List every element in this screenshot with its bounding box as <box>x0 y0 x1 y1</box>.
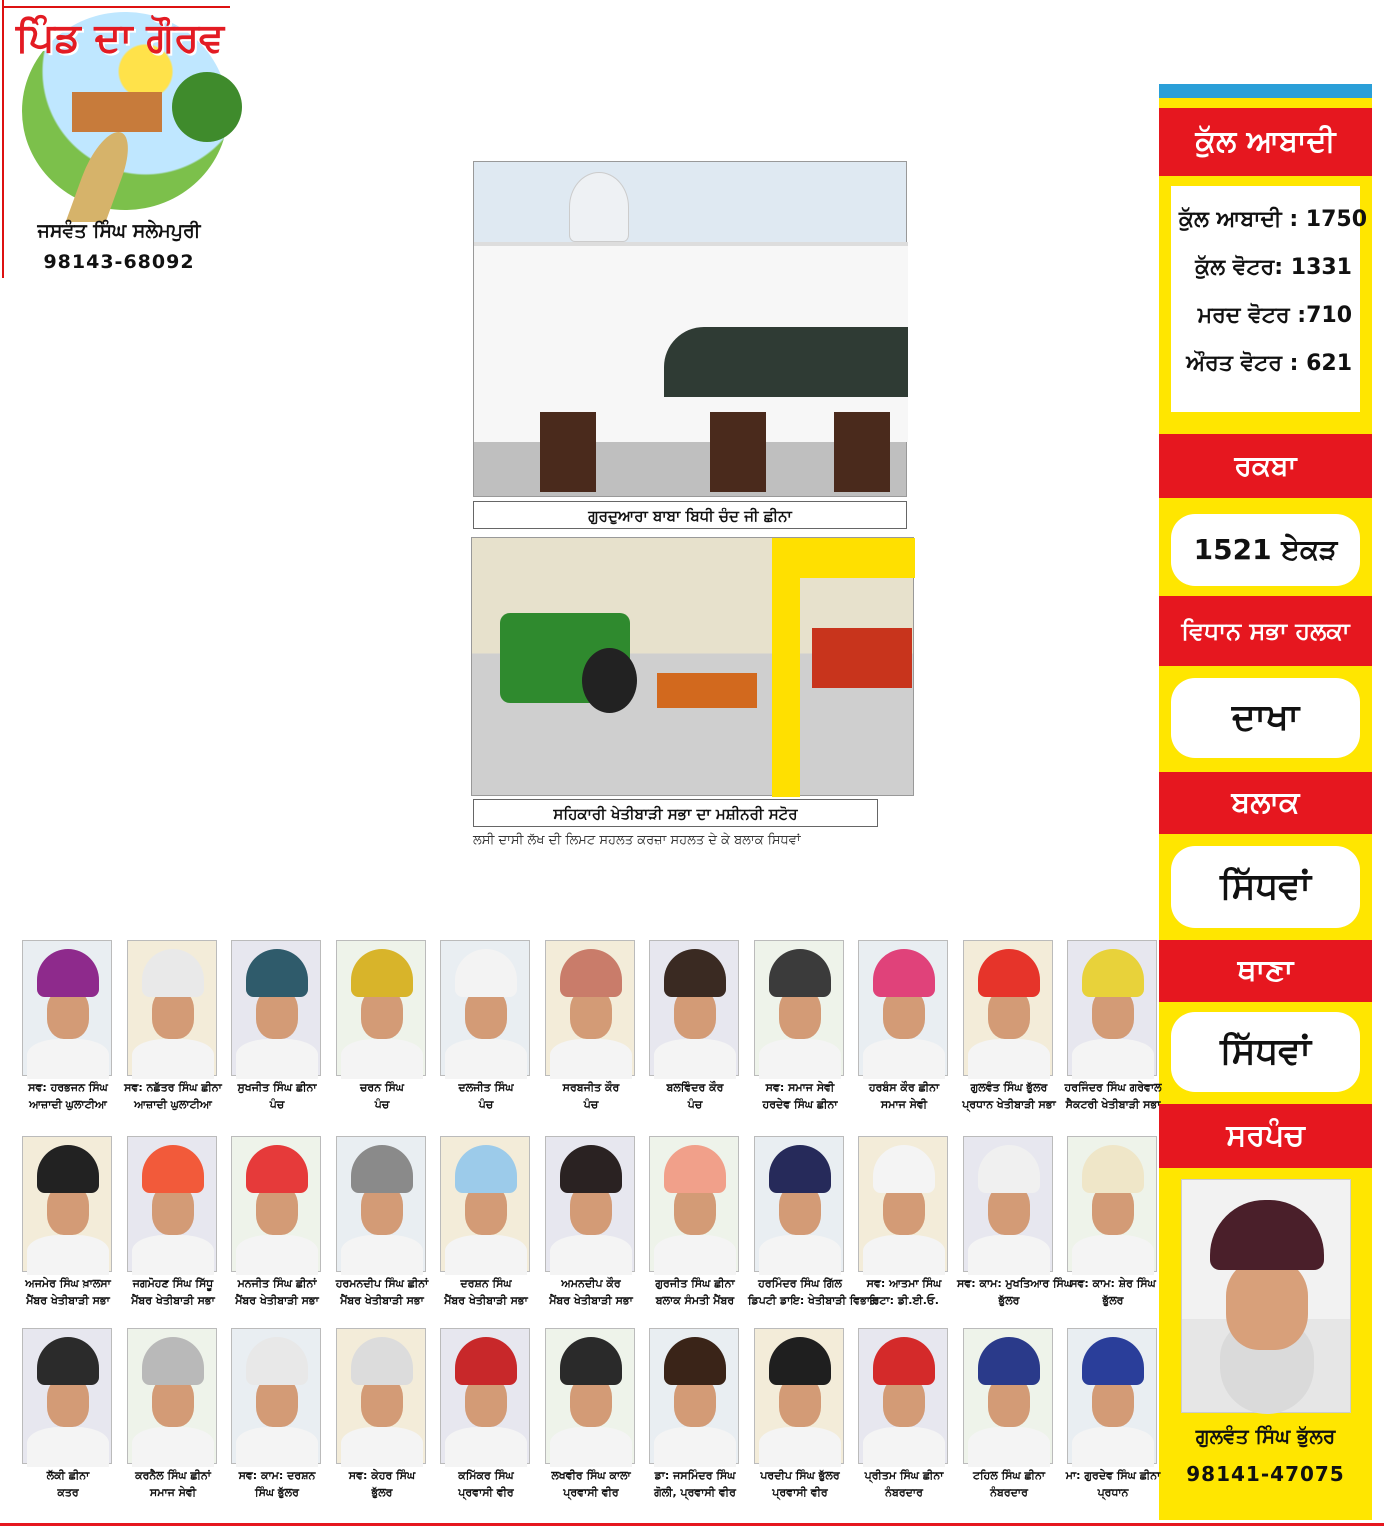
person-body-shape <box>550 1039 632 1079</box>
person-body-shape <box>1072 1235 1154 1275</box>
person-name: ਸਵ: ਕੇਹਰ ਸਿੰਘ <box>348 1469 416 1482</box>
person-card <box>330 1328 434 1501</box>
sarpanch-face-shape <box>1226 1260 1308 1350</box>
person-name: ਡਾ: ਜਸਮਿੰਦਰ ਸਿੰਘ <box>654 1469 736 1482</box>
person-body-shape <box>236 1427 318 1467</box>
gurdwara-door <box>540 412 596 492</box>
person-photo <box>231 1328 321 1464</box>
village-info-sidebar <box>1159 84 1372 1520</box>
machinery-caption: ਸਹਿਕਾਰੀ ਖੇਤੀਬਾੜੀ ਸਭਾ ਦਾ ਮਸ਼ੀਨਰੀ ਸਟੋਰ <box>473 799 878 827</box>
person-head-shape <box>351 949 413 997</box>
person-card <box>957 940 1061 1113</box>
person-photo <box>649 940 739 1076</box>
person-card <box>957 1328 1061 1501</box>
person-card <box>434 940 538 1113</box>
person-photo <box>231 1136 321 1272</box>
person-role: ਭੁੱਲਰ <box>998 1294 1020 1307</box>
person-head-shape <box>664 1337 726 1385</box>
person-head-shape <box>246 1337 308 1385</box>
person-head-shape <box>560 949 622 997</box>
person-body-shape <box>445 1039 527 1079</box>
constituency-title: ਵਿਧਾਨ ਸਭਾ ਹਲਕਾ <box>1159 596 1372 666</box>
person-card <box>434 1328 538 1501</box>
person-name: ਹਰਬੰਸ ਕੌਰ ਛੀਨਾ <box>868 1081 940 1094</box>
person-name: ਚਰਨ ਸਿੰਘ <box>360 1081 404 1094</box>
person-photo <box>963 1328 1053 1464</box>
population-box <box>1169 184 1368 414</box>
tractor-wheel-shape <box>582 648 637 713</box>
person-body-shape <box>236 1039 318 1079</box>
person-role: ਪ੍ਰਵਾਸੀ ਵੀਰ <box>772 1486 828 1499</box>
person-role: ਭੁੱਲਰ <box>1102 1294 1124 1307</box>
person-role: ਬਲਾਕ ਸੰਮਤੀ ਮੈਂਬਰ <box>655 1294 735 1307</box>
gurdwara-door <box>834 412 890 492</box>
logo-tree-shape <box>172 72 242 142</box>
sarpanch-title: ਸਰਪੰਚ <box>1159 1104 1372 1168</box>
person-card <box>225 1136 329 1309</box>
person-name: ਦਲਜੀਤ ਸਿੰਘ <box>458 1081 514 1094</box>
person-photo <box>545 1136 635 1272</box>
person-name: ਲਖਵੀਰ ਸਿੰਘ ਕਾਲਾ <box>551 1469 631 1482</box>
person-photo <box>1067 1328 1157 1464</box>
person-card <box>121 1136 225 1309</box>
machinery-yellow-pillar <box>772 538 800 797</box>
person-body-shape <box>445 1235 527 1275</box>
person-role: ਮੈਂਬਰ ਖੇਤੀਬਾੜੀ ਸਭਾ <box>26 1294 110 1307</box>
person-head-shape <box>560 1145 622 1193</box>
sarpanch-photo <box>1181 1179 1351 1413</box>
person-photo <box>963 940 1053 1076</box>
top-border-line <box>2 6 230 8</box>
person-card <box>225 940 329 1113</box>
person-body-shape <box>654 1039 736 1079</box>
person-card <box>225 1328 329 1501</box>
person-body-shape <box>654 1427 736 1467</box>
person-card <box>539 1328 643 1501</box>
person-card <box>16 1328 120 1501</box>
person-name: ਸੁਖਜੀਤ ਸਿੰਘ ਛੀਨਾ <box>237 1081 317 1094</box>
person-photo <box>858 1328 948 1464</box>
person-card <box>16 940 120 1113</box>
person-role: ਮੈਂਬਰ ਖੇਤੀਬਾੜੀ ਸਭਾ <box>549 1294 633 1307</box>
person-role: ਕਤਰ <box>57 1486 79 1499</box>
area-value: 1521 ਏਕੜ <box>1171 514 1360 586</box>
person-photo <box>440 940 530 1076</box>
logo-block <box>0 0 232 278</box>
person-name: ਸਵ: ਨਛੱਤਰ ਸਿੰਘ ਛੀਨਾ <box>124 1081 222 1094</box>
person-head-shape <box>978 1145 1040 1193</box>
person-body-shape <box>27 1235 109 1275</box>
gurdwara-door <box>710 412 766 492</box>
person-name: ਸਵ: ਕਾਮ: ਦਰਸ਼ਨ <box>238 1469 316 1482</box>
person-head-shape <box>560 1337 622 1385</box>
person-head-shape <box>142 949 204 997</box>
gurdwara-photo <box>473 161 907 497</box>
person-role: ਡਿਪਟੀ ਡਾਇ: ਖੇਤੀਬਾੜੀ ਵਿਭਾਗ <box>748 1294 878 1307</box>
person-head-shape <box>142 1337 204 1385</box>
person-head-shape <box>769 1337 831 1385</box>
person-head-shape <box>769 949 831 997</box>
person-name: ਪ੍ਰੀਤਮ ਸਿੰਘ ਛੀਨਾ <box>864 1469 944 1482</box>
person-head-shape <box>873 1145 935 1193</box>
person-name: ਗੁਲਵੰਤ ਸਿੰਘ ਭੁੱਲਰ <box>970 1081 1048 1094</box>
person-photo <box>1067 940 1157 1076</box>
person-body-shape <box>863 1427 945 1467</box>
constituency-value: ਦਾਖਾ <box>1171 678 1360 758</box>
machinery-photo <box>471 537 914 796</box>
sarpanch-name: ਗੁਲਵੰਤ ਸਿੰਘ ਭੁੱਲਰ <box>1195 1424 1336 1448</box>
person-name: ਅਜਮੇਰ ਸਿੰਘ ਖ਼ਾਲਸਾ <box>25 1277 111 1290</box>
person-body-shape <box>132 1235 214 1275</box>
voters-female: ਔਰਤ ਵੋਟਰ : 621 <box>1186 351 1352 376</box>
person-body-shape <box>445 1427 527 1467</box>
person-role: ਹਰਦੇਵ ਸਿੰਘ ਛੀਨਾ <box>762 1098 838 1111</box>
person-name: ਪਰਦੀਪ ਸਿੰਘ ਭੁੱਲਰ <box>760 1469 840 1482</box>
person-name: ਬਲਵਿੰਦਰ ਕੌਰ <box>666 1081 724 1094</box>
person-role: ਪੰਚ <box>583 1098 599 1111</box>
person-head-shape <box>664 949 726 997</box>
person-name: ਅਮਨਦੀਪ ਕੌਰ <box>561 1277 621 1290</box>
logo-title: ਪਿੰਡ ਦਾ ਗੌਰਵ <box>15 14 225 61</box>
person-name: ਹਰਮਨਦੀਪ ਸਿੰਘ ਛੀਨਾਂ <box>335 1277 429 1290</box>
person-photo <box>858 940 948 1076</box>
person-head-shape <box>978 949 1040 997</box>
person-name: ਮਾ: ਗੁਰਦੇਵ ਸਿੰਘ ਛੀਨਾ <box>1065 1469 1161 1482</box>
gurdwara-dome <box>569 172 629 242</box>
person-head-shape <box>37 1337 99 1385</box>
person-body-shape <box>341 1039 423 1079</box>
thana-value: ਸਿੱਧਵਾਂ <box>1171 1012 1360 1092</box>
person-body-shape <box>341 1427 423 1467</box>
person-name: ਸਵ: ਕਾਮ: ਸ਼ੇਰ ਸਿੰਘ <box>1070 1277 1156 1290</box>
person-role: ਸਮਾਜ ਸੇਵੀ <box>149 1486 197 1499</box>
person-card <box>1061 1328 1165 1501</box>
person-head-shape <box>246 949 308 997</box>
gurdwara-caption: ਗੁਰਦੁਆਰਾ ਬਾਬਾ ਬਿਧੀ ਚੰਦ ਜੀ ਛੀਨਾ <box>473 501 907 529</box>
person-name: ਹਰਮਿੰਦਰ ਸਿੰਘ ਗਿੱਲ <box>758 1277 842 1290</box>
person-head-shape <box>142 1145 204 1193</box>
sidebar-top-strip <box>1159 84 1372 98</box>
person-role: ਮੈਂਬਰ ਖੇਤੀਬਾੜੀ ਸਭਾ <box>131 1294 215 1307</box>
person-body-shape <box>341 1235 423 1275</box>
person-body-shape <box>132 1427 214 1467</box>
person-photo <box>127 940 217 1076</box>
person-name: ਸਵ: ਕਾਮ: ਮੁਖਤਿਆਰ ਸਿੰਘ <box>957 1277 1073 1290</box>
person-head-shape <box>1082 949 1144 997</box>
person-role: ਭੁੱਲਰ <box>371 1486 393 1499</box>
person-card <box>16 1136 120 1309</box>
block-title: ਬਲਾਕ <box>1159 772 1372 834</box>
person-role: ਰਿਟਾ: ਡੀ.ਈ.ਓ. <box>869 1294 939 1307</box>
person-photo <box>754 940 844 1076</box>
person-card <box>330 1136 434 1309</box>
person-name: ਕਮਿੱਕਰ ਸਿੰਘ <box>458 1469 514 1482</box>
person-name: ਗੁਰਜੀਤ ਸਿੰਘ ਛੀਨਾ <box>655 1277 735 1290</box>
person-photo <box>440 1328 530 1464</box>
person-role: ਪੰਚ <box>687 1098 703 1111</box>
person-card <box>852 1328 956 1501</box>
sarpanch-phone: 98141-47075 <box>1186 1462 1345 1486</box>
person-card <box>852 940 956 1113</box>
person-head-shape <box>1082 1145 1144 1193</box>
person-name: ਟਹਿਲ ਸਿੰਘ ਛੀਨਾ <box>972 1469 1046 1482</box>
person-card <box>121 940 225 1113</box>
person-head-shape <box>873 949 935 997</box>
person-body-shape <box>759 1235 841 1275</box>
person-photo <box>649 1136 739 1272</box>
person-role: ਸਿੰਘ ਭੁੱਲਰ <box>255 1486 299 1499</box>
clipped-article-text: ਲਸੀ ਦਾਸੀ ਲੱਖ ਦੀ ਲਿਮਟ ਸਹਲਤ ਕਰਜ਼ਾ ਸਹਲਤ ਦੇ ਕੇ ਬਲਾਕ ਸਿਧਵਾਂ <box>473 833 801 848</box>
person-head-shape <box>455 949 517 997</box>
person-head-shape <box>455 1145 517 1193</box>
person-head-shape <box>351 1337 413 1385</box>
person-photo <box>440 1136 530 1272</box>
person-body-shape <box>27 1039 109 1079</box>
person-card <box>643 1328 747 1501</box>
person-head-shape <box>873 1337 935 1385</box>
person-body-shape <box>236 1235 318 1275</box>
gurdwara-canopy <box>664 327 908 397</box>
red-machinery-shape <box>812 628 912 688</box>
person-body-shape <box>132 1039 214 1079</box>
person-photo <box>858 1136 948 1272</box>
person-card <box>957 1136 1073 1309</box>
person-name: ਜਗਮੋਹਣ ਸਿੰਘ ਸਿੱਧੂ <box>132 1277 214 1290</box>
person-body-shape <box>1072 1427 1154 1467</box>
person-role: ਪ੍ਰਵਾਸੀ ਵੀਰ <box>458 1486 514 1499</box>
person-card <box>121 1328 225 1501</box>
left-border-line <box>2 0 4 278</box>
people-grid <box>16 940 1162 1520</box>
person-head-shape <box>1082 1337 1144 1385</box>
person-name: ਸਵ: ਸਮਾਜ ਸੇਵੀ <box>765 1081 835 1094</box>
person-name: ਕਰਨੈਲ ਸਿੰਘ ਛੀਨਾਂ <box>135 1469 211 1482</box>
person-card <box>539 940 643 1113</box>
person-role: ਪ੍ਰਧਾਨ ਖੇਤੀਬਾੜੀ ਸਭਾ <box>962 1098 1056 1111</box>
person-role: ਮੈਂਬਰ ਖੇਤੀਬਾੜੀ ਸਭਾ <box>444 1294 528 1307</box>
person-body-shape <box>968 1235 1050 1275</box>
person-photo <box>22 1328 112 1464</box>
person-photo <box>336 1328 426 1464</box>
person-card <box>852 1136 956 1309</box>
person-head-shape <box>455 1337 517 1385</box>
person-card <box>330 940 434 1113</box>
person-name: ਦਰਸ਼ਨ ਸਿੰਘ <box>460 1277 512 1290</box>
voters-total: ਕੁੱਲ ਵੋਟਰ: 1331 <box>1195 255 1352 280</box>
person-body-shape <box>759 1039 841 1079</box>
person-role: ਪੰਚ <box>374 1098 390 1111</box>
logo-house-shape <box>72 92 162 132</box>
population-title: ਕੁੱਲ ਆਬਾਦੀ <box>1159 108 1372 176</box>
person-name: ਮਨਜੀਤ ਸਿੰਘ ਛੀਨਾਂ <box>237 1277 317 1290</box>
person-role: ਨੰਬਰਦਾਰ <box>885 1486 923 1499</box>
person-body-shape <box>863 1039 945 1079</box>
person-photo <box>754 1328 844 1464</box>
person-role: ਗੋਲੀ, ਪ੍ਰਵਾਸੀ ਵੀਰ <box>654 1486 736 1499</box>
person-card <box>434 1136 538 1309</box>
person-name: ਸਵ: ਆਤਮਾ ਸਿੰਘ <box>866 1277 942 1290</box>
person-head-shape <box>664 1145 726 1193</box>
person-photo <box>22 940 112 1076</box>
person-role: ਆਜ਼ਾਦੀ ਘੁਲਾਟੀਆ <box>29 1098 107 1111</box>
person-role: ਮੈਂਬਰ ਖੇਤੀਬਾੜੀ ਸਭਾ <box>235 1294 319 1307</box>
person-name: ਸਰਬਜੀਤ ਕੌਰ <box>562 1081 620 1094</box>
person-photo <box>1067 1136 1157 1272</box>
person-body-shape <box>654 1235 736 1275</box>
person-card <box>748 1136 878 1309</box>
person-role: ਮੈਂਬਰ ਖੇਤੀਬਾੜੀ ਸਭਾ <box>340 1294 424 1307</box>
person-role: ਸਮਾਜ ਸੇਵੀ <box>880 1098 928 1111</box>
person-card <box>539 1136 643 1309</box>
person-role: ਆਜ਼ਾਦੀ ਘੁਲਾਟੀਆ <box>134 1098 212 1111</box>
person-name: ਲੱਕੀ ਛੀਨਾ <box>46 1469 90 1482</box>
person-head-shape <box>769 1145 831 1193</box>
person-photo <box>22 1136 112 1272</box>
author-name: ਜਸਵੰਤ ਸਿੰਘ ਸਲੇਮਪੁਰੀ <box>37 220 201 242</box>
person-card <box>748 1328 852 1501</box>
person-photo <box>649 1328 739 1464</box>
person-photo <box>545 940 635 1076</box>
person-name: ਸਵ: ਹਰਭਜਨ ਸਿੰਘ <box>28 1081 108 1094</box>
person-card <box>643 1136 747 1309</box>
area-title: ਰਕਬਾ <box>1159 434 1372 498</box>
person-card <box>1061 1136 1165 1309</box>
person-body-shape <box>759 1427 841 1467</box>
person-head-shape <box>37 1145 99 1193</box>
person-card <box>643 940 747 1113</box>
thana-title: ਥਾਣਾ <box>1159 940 1372 1002</box>
sarpanch-turban-shape <box>1210 1200 1324 1270</box>
block-value: ਸਿੱਧਵਾਂ <box>1171 846 1360 928</box>
person-role: ਸੈਕਟਰੀ ਖੇਤੀਬਾੜੀ ਸਭਾ <box>1065 1098 1161 1111</box>
person-body-shape <box>968 1427 1050 1467</box>
person-body-shape <box>968 1039 1050 1079</box>
person-role: ਨੰਬਰਦਾਰ <box>990 1486 1028 1499</box>
person-photo <box>754 1136 844 1272</box>
person-head-shape <box>351 1145 413 1193</box>
logo-road-shape <box>66 132 139 222</box>
person-body-shape <box>1072 1039 1154 1079</box>
author-phone: 98143-68092 <box>43 251 195 273</box>
person-card <box>748 940 852 1113</box>
person-photo <box>963 1136 1053 1272</box>
person-photo <box>231 940 321 1076</box>
person-card <box>1061 940 1165 1113</box>
bottom-rule <box>0 1523 1384 1526</box>
voters-male: ਮਰਦ ਵੋਟਰ :710 <box>1197 303 1352 328</box>
person-role: ਪ੍ਰਵਾਸੀ ਵੀਰ <box>563 1486 619 1499</box>
person-body-shape <box>863 1235 945 1275</box>
person-head-shape <box>246 1145 308 1193</box>
person-photo <box>127 1136 217 1272</box>
person-body-shape <box>550 1427 632 1467</box>
population-total: ਕੁੱਲ ਆਬਾਦੀ : 1750 <box>1179 207 1368 232</box>
person-role: ਪੰਚ <box>269 1098 285 1111</box>
person-body-shape <box>550 1235 632 1275</box>
person-head-shape <box>978 1337 1040 1385</box>
implement-shape <box>657 673 757 708</box>
person-photo <box>127 1328 217 1464</box>
person-body-shape <box>27 1427 109 1467</box>
person-photo <box>336 1136 426 1272</box>
person-photo <box>336 940 426 1076</box>
person-role: ਪ੍ਰਧਾਨ <box>1097 1486 1129 1499</box>
person-head-shape <box>37 949 99 997</box>
person-photo <box>545 1328 635 1464</box>
person-role: ਪੰਚ <box>478 1098 494 1111</box>
person-name: ਹਰਜਿੰਦਰ ਸਿੰਘ ਗਰੇਵਾਲ <box>1064 1081 1162 1094</box>
